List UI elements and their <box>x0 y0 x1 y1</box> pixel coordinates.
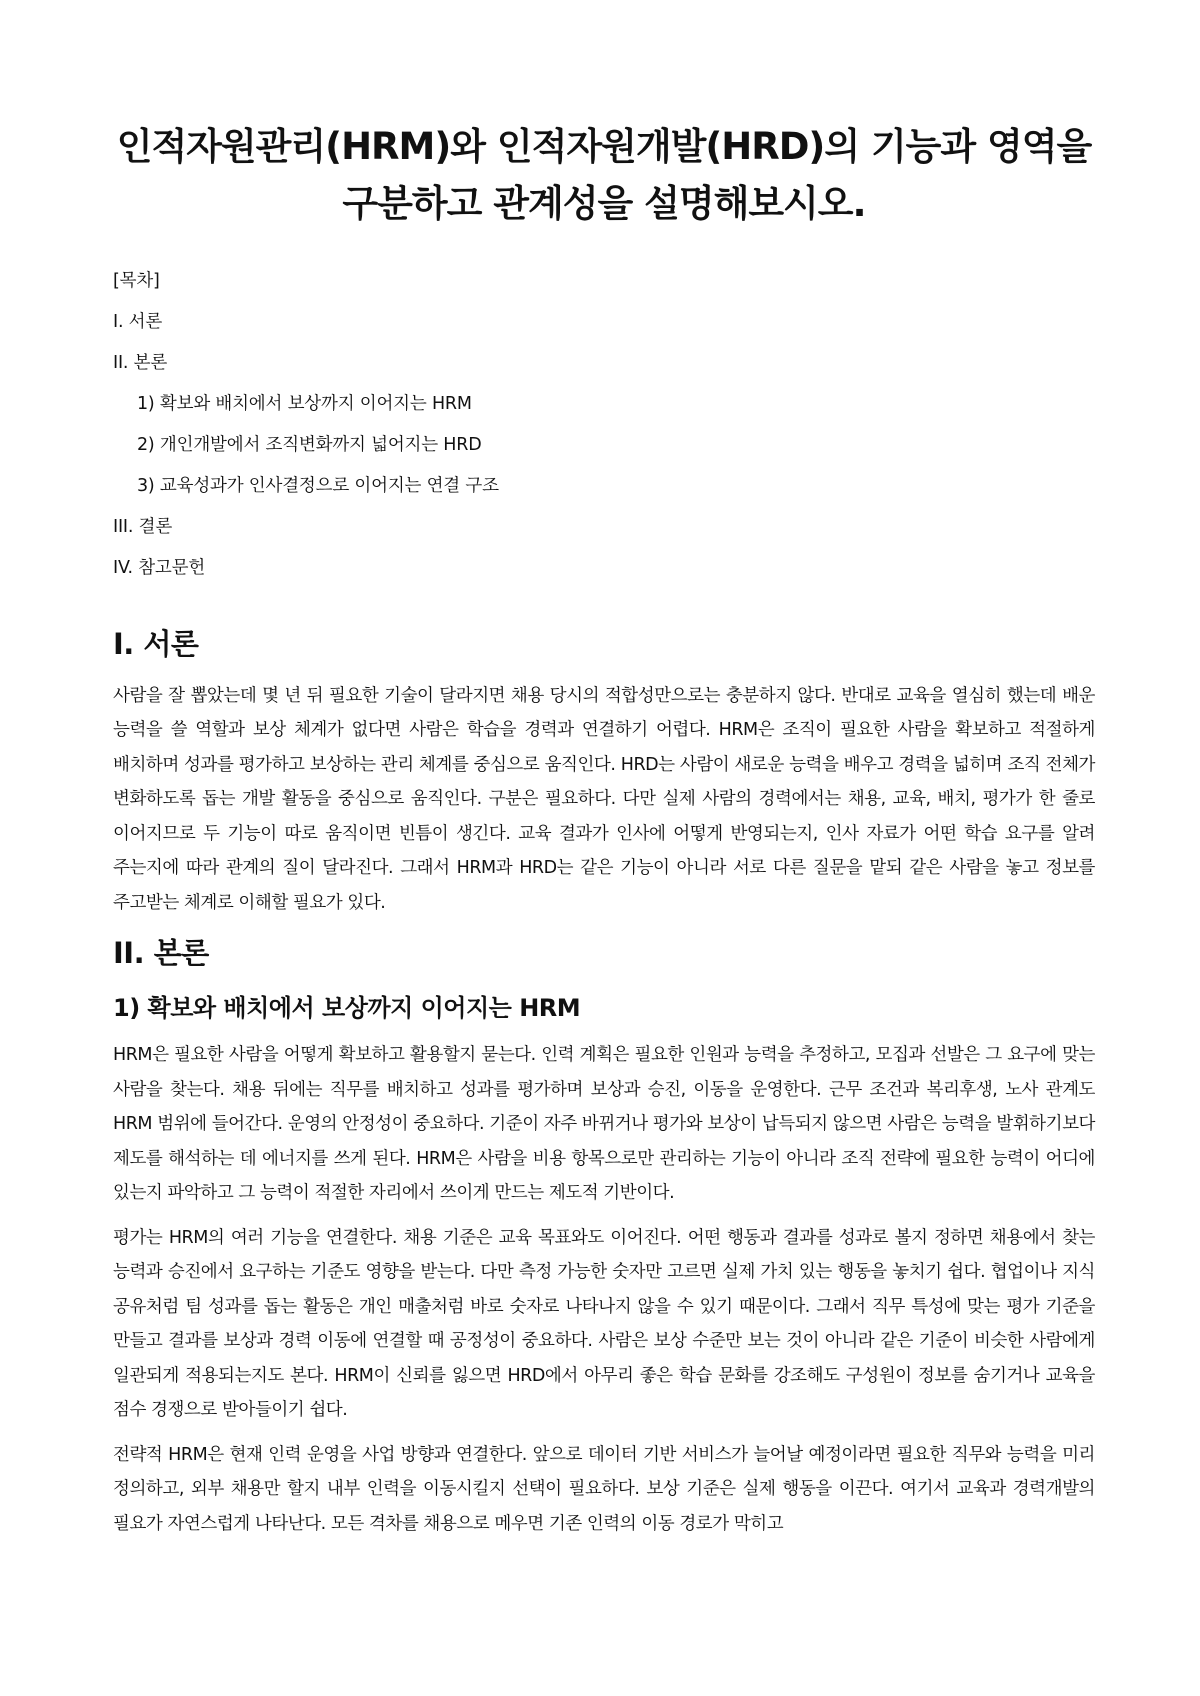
section-heading-main-body: II. 본론 <box>113 936 209 971</box>
document-title <box>113 118 1095 233</box>
title-line-1: 인적자원관리(HRM)와 인적자원개발(HRD)의 기능과 영역을 <box>116 125 1092 168</box>
toc-item-main-body: II. 본론 <box>113 352 168 373</box>
toc-heading: [목차] <box>113 270 160 291</box>
toc-item-conclusion: III. 결론 <box>113 516 173 537</box>
hrm-paragraph-1: HRM은 필요한 사람을 어떻게 확보하고 활용할지 묻는다. 인력 계획은 필요한 인원과 능력을 추정하고, 모집과 선발은 그 요구에 맞는 사람을 찾는다. 채용 뒤에는 직무를 배치하고 성과를 평가하며 보상과 승진, 이동을 운영한다. 근무 조건과 복리후생, 노사 관계도 HRM 범위에 들어간다. 운영의 안정성이 중요하다. 기준이 자주 바뀌거나 평가와 보상이 납득되지 않으면 사람은 능력을 발휘하기보다 제도를 해석하는 데 에너지를 쓰게 된다. HRM은 사람을 비용 항목으로만 관리하는 기능이 아니라 조직 전략에 필요한 능력이 어디에 있는지 파악하고 그 능력이 적절한 자리에서 쓰이게 만드는 제도적 기반이다. <box>113 1045 1095 1204</box>
toc-item-link-structure: 3) 교육성과가 인사결정으로 이어지는 연결 구조 <box>137 475 499 496</box>
toc-item-introduction: I. 서론 <box>113 311 163 332</box>
toc-item-references: IV. 참고문헌 <box>113 557 206 578</box>
introduction-paragraph: 사람을 잘 뽑았는데 몇 년 뒤 필요한 기술이 달라지면 채용 당시의 적합성만으로는 충분하지 않다. 반대로 교육을 열심히 했는데 배운 능력을 쓸 역할과 보상 체계가 없다면 사람은 학습을 경력과 연결하기 어렵다. HRM은 조직이 필요한 사람을 확보하고 적절하게 배치하며 성과를 평가하고 보상하는 관리 체계를 중심으로 움직인다. HRD는 사람이 새로운 능력을 배우고 경력을 넓히며 조직 전체가 변화하도록 돕는 개발 활동을 중심으로 움직인다. 구분은 필요하다. 다만 실제 사람의 경력에서는 채용, 교육, 배치, 평가가 한 줄로 이어지므로 두 기능이 따로 움직이면 빈틈이 생긴다. 교육 결과가 인사에 어떻게 반영되는지, 인사 자료가 어떤 학습 요구를 알려 주는지에 따라 관계의 질이 달라진다. 그래서 HRM과 HRD는 같은 기능이 아니라 서로 다른 질문을 맡되 같은 사람을 놓고 정보를 주고받는 체계로 이해할 필요가 있다. <box>113 685 1095 913</box>
toc-item-hrm: 1) 확보와 배치에서 보상까지 이어지는 HRM <box>137 393 472 414</box>
title-line-2: 구분하고 관계성을 설명해보시오. <box>342 182 866 226</box>
section-heading-introduction: I. 서론 <box>113 626 199 661</box>
toc-item-hrd: 2) 개인개발에서 조직변화까지 넓어지는 HRD <box>137 434 482 455</box>
hrm-paragraph-3: 전략적 HRM은 현재 인력 운영을 사업 방향과 연결한다. 앞으로 데이터 기반 서비스가 늘어날 예정이라면 필요한 직무와 능력을 미리 정의하고, 외부 채용만 할지 내부 인력을 이동시킬지 선택이 필요하다. 보상 기준은 실제 행동을 이끈다. 여기서 교육과 경력개발의 필요가 자연스럽게 나타난다. 모든 격차를 채용으로 메우면 기존 인력의 이동 경로가 막히고 <box>113 1444 1095 1534</box>
hrm-paragraph-2: 평가는 HRM의 여러 기능을 연결한다. 채용 기준은 교육 목표와도 이어진다. 어떤 행동과 결과를 성과로 볼지 정하면 채용에서 찾는 능력과 승진에서 요구하는 기준도 영향을 받는다. 다만 측정 가능한 숫자만 고르면 실제 가치 있는 행동을 놓치기 쉽다. 협업이나 지식 공유처럼 팀 성과를 돕는 활동은 개인 매출처럼 바로 숫자로 나타나지 않을 수 있기 때문이다. 그래서 직무 특성에 맞는 평가 기준을 만들고 결과를 보상과 경력 이동에 연결할 때 공정성이 중요하다. 사람은 보상 수준만 보는 것이 아니라 같은 기준이 비슷한 사람에게 일관되게 적용되는지도 본다. HRM이 신뢰를 잃으면 HRD에서 아무리 좋은 학습 문화를 강조해도 구성원이 정보를 숨기거나 교육을 점수 경쟁으로 받아들이기 쉽다. <box>113 1227 1095 1421</box>
subsection-heading-hrm: 1) 확보와 배치에서 보상까지 이어지는 HRM <box>113 994 581 1023</box>
table-of-contents <box>113 261 1095 589</box>
